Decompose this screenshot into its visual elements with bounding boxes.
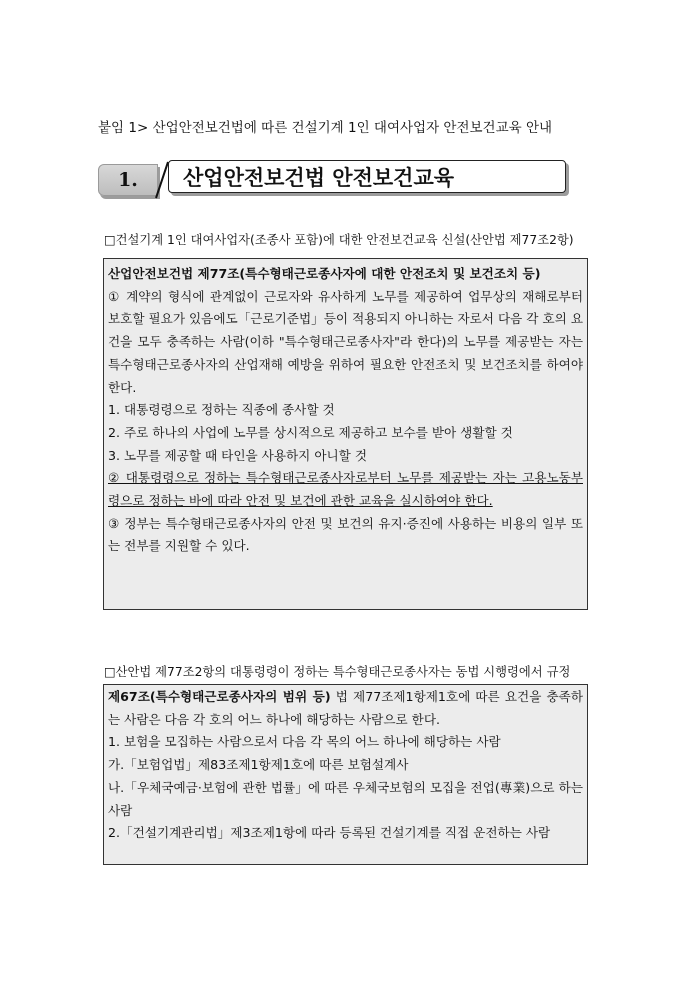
section-heading	[98, 160, 568, 200]
article-77-para-1: ① 계약의 형식에 관계없이 근로자와 유사하게 노무를 제공하여 업무상의 재해로부터 보호할 필요가 있음에도「근로기준법」등이 적용되지 아니하는 자로서 다음 각 호의 요건을 모두 충족하는 사람(이하 "특수형태근로종사자"라 한다)의 노무를 제공받는 자는 특수형태근로종사자의 산업재해 예방을 위하여 필요한 안전조치 및 보건조치를 하여야 한다.	[108, 288, 583, 395]
note-enforcement-decree: □산안법 제77조2항의 대통령령이 정하는 특수형태근로종사자는 동법 시행령에서 규정	[104, 665, 571, 679]
section-title: 산업안전보건법 안전보건교육	[168, 160, 566, 193]
note-new-education: □건설기계 1인 대여사업자(조종사 포함)에 대한 안전보건교육 신설(산안법 제77조2항)	[104, 233, 574, 247]
decree-article-67-box	[103, 684, 588, 865]
article-77-title: 산업안전보건법 제77조(특수형태근로종사자에 대한 안전조치 및 보건조치 등)	[108, 266, 541, 281]
article-77-item-2: 2. 주로 하나의 사업에 노무를 상시적으로 제공하고 보수를 받아 생활할 것	[108, 424, 513, 440]
article-77-item-3: 3. 노무를 제공할 때 타인을 사용하지 아니할 것	[108, 447, 368, 463]
article-77-item-1: 1. 대통령령으로 정하는 직종에 종사할 것	[108, 402, 335, 418]
section-number: 1.	[98, 164, 158, 196]
article-77-para-3: ③ 정부는 특수형태근로종사자의 안전 및 보건의 유지·증진에 사용하는 비용의 일부 또는 전부를 지원할 수 있다.	[108, 515, 583, 554]
article-77-para-2: ② 대통령령으로 정하는 특수형태근로종사자로부터 노무를 제공받는 자는 고용노동부령으로 정하는 바에 따라 안전 및 보건에 관한 교육을 실시하여야 한다.	[108, 470, 583, 509]
article-67-item-2: 2.「건설기계관리법」제3조제1항에 따라 등록된 건설기계를 직접 운전하는 사람	[108, 825, 551, 841]
article-67-intro	[108, 686, 583, 731]
article-67-title-rest: 법 제77조제1항제1호에 따른 요건을 충족하는 사람은 다음 각 호의 어느 하나에 해당하는 사람으로 한다.	[108, 689, 583, 727]
attachment-title: 붙임 1> 산업안전보건법에 따른 건설기계 1인 대여사업자 안전보건교육 안내	[98, 120, 553, 136]
law-article-77-box	[103, 258, 588, 610]
article-67-item-1: 1. 보험을 모집하는 사람으로서 다음 각 목의 어느 하나에 해당하는 사람	[108, 734, 501, 750]
article-67-item-1-ga: 가.「보험업법」제83조제1항제1호에 따른 보험설계사	[108, 757, 409, 773]
article-67-item-1-na: 나.「우체국예금·보험에 관한 법률」에 따른 우체국보험의 모집을 전업(專業)으로 하는 사람	[108, 779, 583, 818]
article-67-title: 제67조(특수형태근로종사자의 범위 등)	[108, 689, 331, 704]
